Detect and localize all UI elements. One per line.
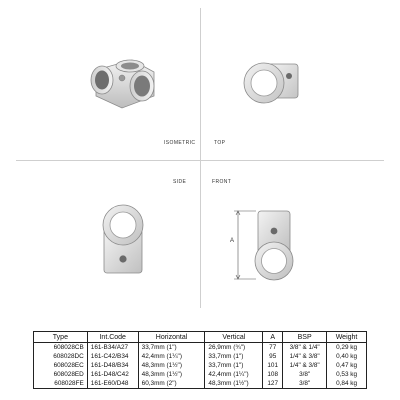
cell-bsp: 3/8" xyxy=(283,379,327,389)
cell-vertical: 33,7mm (1") xyxy=(205,352,263,361)
cell-weight: 0,84 kg xyxy=(327,379,367,389)
cell-type: 608028EC xyxy=(34,361,88,370)
cell-type: 608028FE xyxy=(34,379,88,389)
cell-int-code: 161-D48/B34 xyxy=(87,361,138,370)
cell-horizontal: 48,3mm (1½") xyxy=(138,370,205,379)
header-horizontal: Horizontal xyxy=(138,332,205,343)
cell-int-code: 161-C42/B34 xyxy=(87,352,138,361)
cell-vertical: 42,4mm (1¼") xyxy=(205,370,263,379)
cell-a: 95 xyxy=(263,352,283,361)
front-label: FRONT xyxy=(212,179,232,185)
cell-horizontal: 42,4mm (1¼") xyxy=(138,352,205,361)
cell-a: 101 xyxy=(263,361,283,370)
cell-int-code: 161-E60/D48 xyxy=(87,379,138,389)
isometric-label: ISOMETRIC xyxy=(164,140,196,146)
cell-int-code: 161-B34/A27 xyxy=(87,343,138,353)
cell-bsp: 1/4" & 3/8" xyxy=(283,361,327,370)
cell-weight: 0,47 kg xyxy=(327,361,367,370)
table-row xyxy=(34,379,367,389)
cell-a: 77 xyxy=(263,343,283,353)
cell-bsp: 3/8" xyxy=(283,370,327,379)
horizontal-divider xyxy=(16,160,384,161)
dimension-a-label: A xyxy=(230,238,235,244)
header-bsp: BSP xyxy=(283,332,327,343)
cell-horizontal: 60,3mm (2") xyxy=(138,379,205,389)
cell-int-code: 161-D48/C42 xyxy=(87,370,138,379)
header-weight: Weight xyxy=(327,332,367,343)
side-view-drawing xyxy=(98,203,148,277)
cell-weight: 0,53 kg xyxy=(327,370,367,379)
cell-horizontal: 48,3mm (1½") xyxy=(138,361,205,370)
cell-vertical: 26,9mm (¾") xyxy=(205,343,263,353)
cell-vertical: 48,3mm (1½") xyxy=(205,379,263,389)
cell-bsp: 1/4" & 3/8" xyxy=(283,352,327,361)
cell-a: 127 xyxy=(263,379,283,389)
cell-bsp: 3/8" & 1/4" xyxy=(283,343,327,353)
isometric-view-drawing xyxy=(82,52,172,114)
table-row xyxy=(34,361,367,370)
table-row xyxy=(34,343,367,353)
header-int-code: Int.Code xyxy=(87,332,138,343)
cell-type: 608028CB xyxy=(34,343,88,353)
vertical-divider xyxy=(200,8,201,308)
header-a: A xyxy=(263,332,283,343)
cell-weight: 0,29 kg xyxy=(327,343,367,353)
header-vertical: Vertical xyxy=(205,332,263,343)
table-row xyxy=(34,352,367,361)
cell-vertical: 33,7mm (1") xyxy=(205,361,263,370)
cell-type: 608028DC xyxy=(34,352,88,361)
cell-type: 608028ED xyxy=(34,370,88,379)
table-row xyxy=(34,370,367,379)
cell-weight: 0,40 kg xyxy=(327,352,367,361)
side-label: SIDE xyxy=(173,179,187,185)
cell-a: 108 xyxy=(263,370,283,379)
cell-horizontal: 33,7mm (1") xyxy=(138,343,205,353)
top-view-drawing xyxy=(240,52,310,114)
spec-table xyxy=(33,331,367,389)
top-label: TOP xyxy=(214,140,226,146)
header-type: Type xyxy=(34,332,88,343)
table-header-row xyxy=(34,332,367,343)
front-view-drawing xyxy=(228,203,300,285)
